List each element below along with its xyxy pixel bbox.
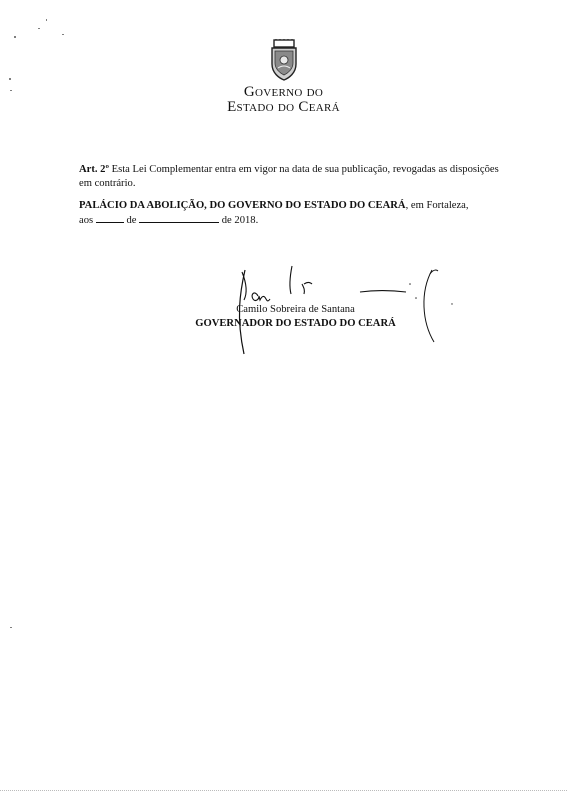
article-2-paragraph bbox=[79, 163, 511, 191]
palacio-paragraph bbox=[79, 199, 511, 228]
scan-speck bbox=[14, 36, 16, 38]
signatory-name: Camilo Sobreira de Santana bbox=[236, 304, 355, 315]
scan-speck bbox=[10, 627, 12, 628]
palacio-label: PALÁCIO DA ABOLIÇÃO, DO GOVERNO DO ESTADO DO CEARÁ bbox=[79, 200, 406, 211]
page-bottom-edge bbox=[0, 790, 567, 791]
government-header-line1: Governo do bbox=[243, 84, 324, 100]
signatory-role: GOVERNADOR DO ESTADO DO CEARÁ bbox=[195, 318, 396, 329]
article-text: Esta Lei Complementar entra em vigor na data de sua publicação, revogadas as disposições em contrário. bbox=[79, 164, 499, 189]
article-label: Art. 2º bbox=[79, 164, 109, 175]
scan-speck bbox=[38, 28, 40, 29]
day-blank bbox=[96, 213, 124, 223]
government-header-line2: Estado do Ceará bbox=[227, 99, 340, 115]
coat-of-arms-icon bbox=[268, 38, 300, 82]
scan-speck bbox=[9, 78, 11, 80]
month-blank bbox=[139, 213, 219, 223]
palacio-text: , em Fortaleza, bbox=[405, 200, 469, 211]
scan-speck bbox=[10, 90, 12, 91]
scan-speck bbox=[46, 19, 47, 21]
year-text: de 2018. bbox=[221, 215, 259, 226]
de-word: de bbox=[126, 215, 137, 226]
scan-speck bbox=[62, 34, 64, 35]
aos-word: aos bbox=[79, 215, 94, 226]
